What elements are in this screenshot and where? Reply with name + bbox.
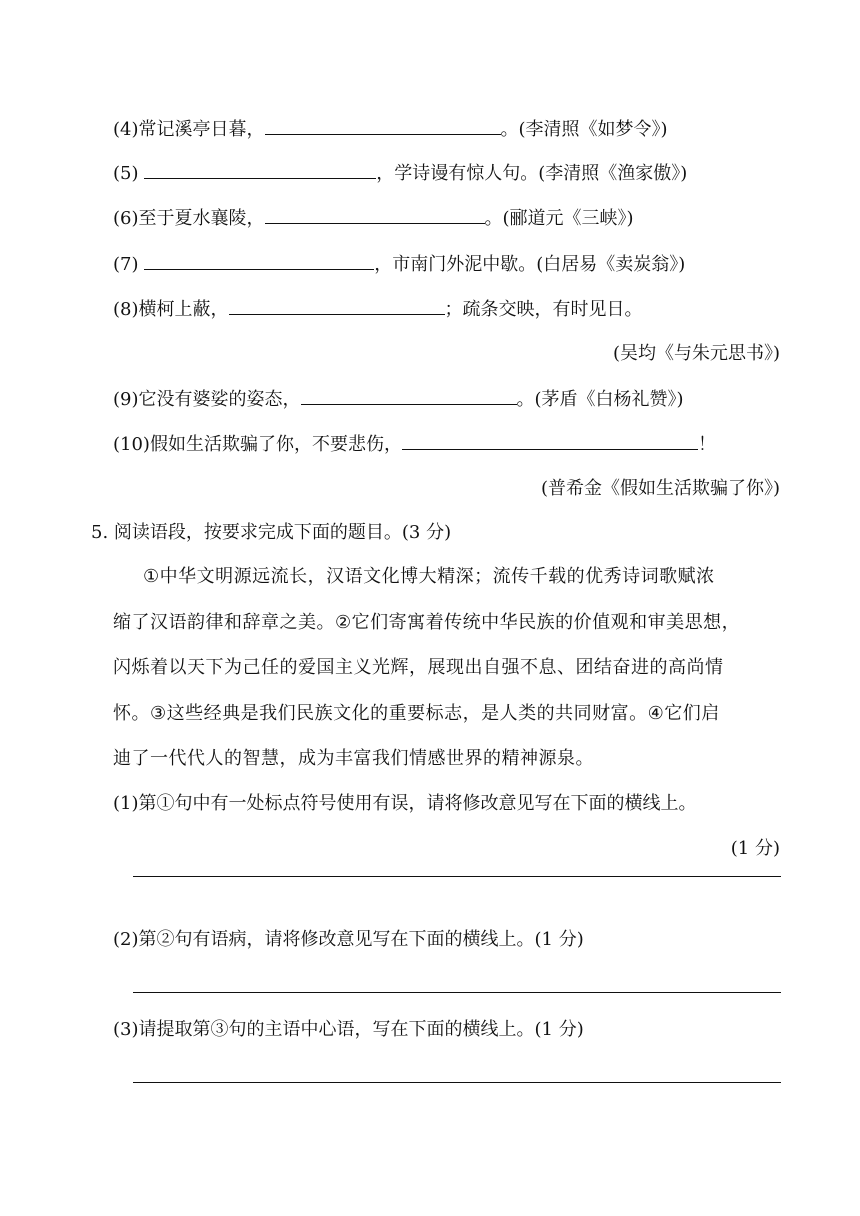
q10-suffix: ！ <box>697 434 716 455</box>
passage-line-4: 怀。③这些经典是我们民族文化的重要标志，是人类的共同财富。④它们启 <box>113 703 720 724</box>
answer-line-1[interactable] <box>133 876 781 877</box>
passage-line-1: ①中华文明源远流长，汉语文化博大精深；流传千载的优秀诗词歌赋浓 <box>143 566 715 587</box>
q9-blank[interactable] <box>301 386 517 405</box>
q6-prefix: (6)至于夏水襄陵， <box>113 208 265 229</box>
question-7 <box>113 251 685 277</box>
passage-line-5: 迪了一代代人的智慧，成为丰富我们情感世界的精神源泉。 <box>113 748 594 769</box>
sub-question-2: (2)第②句有语病，请将修改意见写在下面的横线上。(1 分) <box>113 929 584 950</box>
question-4 <box>113 116 668 142</box>
passage-line-3: 闪烁着以天下为己任的爱国主义光辉，展现出自强不息、团结奋进的高尚情 <box>113 657 724 678</box>
passage-line-2: 缩了汉语韵律和辞章之美。②它们寄寓着传统中华民族的价值观和审美思想， <box>113 612 741 633</box>
question-10 <box>113 431 716 457</box>
sub-question-1-score: (1 分) <box>730 838 780 859</box>
q8-suffix: ；疏条交映，有时见日。 <box>444 299 643 320</box>
q9-suffix: 。(茅盾《白杨礼赞》) <box>516 389 684 410</box>
q8-prefix: (8)横柯上蔽， <box>113 299 229 320</box>
question-8 <box>113 296 643 322</box>
sub-question-1: (1)第①句中有一处标点符号使用有误，请将修改意见写在下面的横线上。 <box>113 793 697 814</box>
answer-line-2[interactable] <box>133 992 781 993</box>
answer-line-3[interactable] <box>133 1082 781 1083</box>
q6-suffix: 。(郦道元《三峡》) <box>484 208 634 229</box>
q8-source: (吴均《与朱元思书》) <box>612 343 780 364</box>
q5-suffix: ，学诗谩有惊人句。(李清照《渔家傲》) <box>376 163 688 184</box>
sub-question-3: (3)请提取第③句的主语中心语，写在下面的横线上。(1 分) <box>113 1019 584 1040</box>
q6-blank[interactable] <box>265 205 485 224</box>
q7-prefix: (7) <box>113 254 145 275</box>
q4-prefix: (4)常记溪亭日暮， <box>113 119 265 140</box>
q4-suffix: 。(李清照《如梦令》) <box>500 119 668 140</box>
question-5-title: 5. 阅读语段，按要求完成下面的题目。(3 分) <box>91 522 452 543</box>
question-9 <box>113 386 684 412</box>
q10-blank[interactable] <box>402 431 698 450</box>
q10-source: (普希金《假如生活欺骗了你》) <box>540 478 780 499</box>
q8-blank[interactable] <box>229 296 445 315</box>
q9-prefix: (9)它没有婆娑的姿态， <box>113 389 301 410</box>
q5-blank[interactable] <box>144 160 376 179</box>
q4-blank[interactable] <box>265 116 501 135</box>
q7-suffix: ，市南门外泥中歇。(白居易《卖炭翁》) <box>374 254 686 275</box>
q10-prefix: (10)假如生活欺骗了你，不要悲伤， <box>113 434 402 455</box>
q5-prefix: (5) <box>113 163 145 184</box>
q7-blank[interactable] <box>144 251 374 270</box>
question-5-line <box>113 160 687 186</box>
question-6 <box>113 205 634 231</box>
